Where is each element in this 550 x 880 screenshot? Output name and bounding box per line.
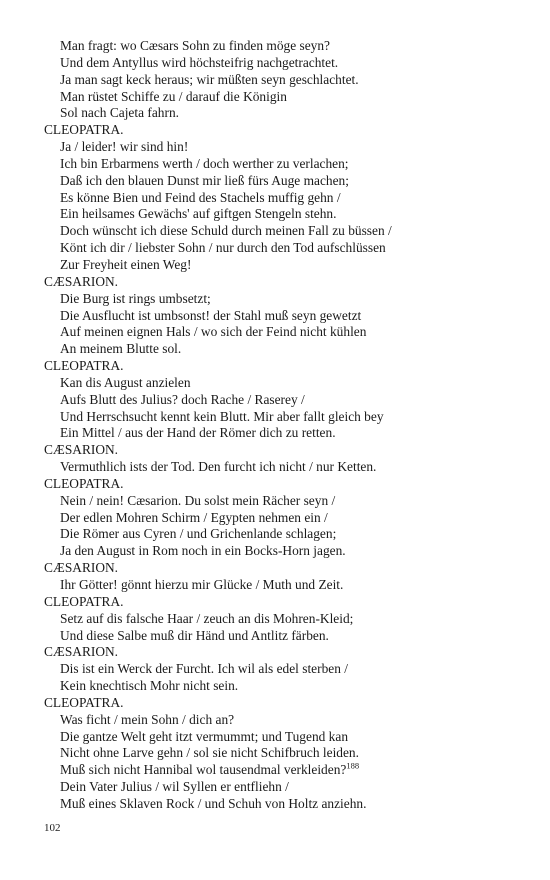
- verse-line: [44, 729, 514, 746]
- verse-line: [44, 105, 514, 122]
- line-text: Ihr Götter! gönnt hierzu mir Glücke / Muth und Zeit.: [60, 577, 344, 592]
- line-text: Die Römer aus Cyren / und Grichenlande schlagen;: [60, 526, 337, 542]
- line-text: Nein / nein! Cæsarion. Du solst mein Rächer seyn /: [60, 492, 336, 508]
- line-text: CÆSARION.: [44, 273, 119, 289]
- line-text: CLEOPATRA.: [44, 122, 124, 138]
- verse-line: [44, 543, 514, 560]
- drama-text: [44, 38, 514, 813]
- line-text: CLEOPATRA.: [44, 475, 124, 491]
- speaker-name: [44, 122, 514, 139]
- line-text: CLEOPATRA.: [44, 694, 124, 710]
- line-text: Was ficht / mein Sohn / dich an?: [60, 711, 235, 727]
- line-text: Auf meinen eignen Hals / wo sich der Feind nicht kühlen: [60, 324, 367, 340]
- verse-line: [44, 375, 514, 392]
- line-text: Ein Mittel / aus der Hand der Römer dich zu retten.: [60, 425, 336, 441]
- line-text: Die gantze Welt geht itzt vermummt; und Tugend kan: [60, 728, 349, 744]
- verse-line: [44, 762, 514, 779]
- speaker-name: [44, 442, 514, 459]
- line-text: Ja den August in Rom noch in ein Bocks-Horn jagen.: [60, 543, 346, 559]
- line-text: Ja man sagt keck heraus; wir müßten seyn geschlachtet.: [60, 71, 359, 87]
- verse-line: [44, 745, 514, 762]
- verse-line: [44, 459, 514, 476]
- line-text: Muß sich nicht Hannibal wol tausendmal verkleiden?: [60, 762, 347, 778]
- verse-line: [44, 661, 514, 678]
- speaker-name: [44, 560, 514, 577]
- verse-line: [44, 409, 514, 426]
- line-text: Daß ich den blauen Dunst mir ließ fürs Auge machen;: [60, 172, 349, 188]
- line-text: Und Herrschsucht kennt kein Blutt. Mir aber fallt gleich bey: [60, 408, 384, 424]
- line-text: Der edlen Mohren Schirm / Egypten nehmen ein /: [60, 509, 328, 525]
- line-text: Nicht ohne Larve gehn / sol sie nicht Schifbruch leiden.: [60, 745, 359, 761]
- verse-line: [44, 38, 514, 55]
- speaker-name: [44, 594, 514, 611]
- verse-line: [44, 190, 514, 207]
- speaker-name: [44, 274, 514, 291]
- verse-line: [44, 425, 514, 442]
- verse-line: [44, 55, 514, 72]
- verse-line: [44, 173, 514, 190]
- line-text: CLEOPATRA.: [44, 593, 124, 609]
- verse-line: [44, 308, 514, 325]
- line-text: CÆSARION.: [44, 560, 119, 576]
- speaker-name: [44, 644, 514, 661]
- line-text: Die Burg ist rings umbsetzt;: [60, 290, 211, 306]
- verse-line: [44, 324, 514, 341]
- line-text: Vermuthlich ists der Tod. Den furcht ich nicht / nur Ketten.: [60, 459, 377, 475]
- line-text: An meinem Blutte sol.: [60, 341, 182, 357]
- verse-line: [44, 206, 514, 223]
- speaker-name: [44, 476, 514, 493]
- verse-line: [44, 628, 514, 645]
- verse-line: [44, 291, 514, 308]
- line-text: Ja / leider! wir sind hin!: [60, 139, 189, 155]
- line-text: Doch wünscht ich diese Schuld durch meinen Fall zu büssen /: [60, 223, 392, 239]
- line-text: Dein Vater Julius / wil Syllen er entfliehn /: [60, 779, 289, 795]
- line-text: Die Ausflucht ist umbsonst! der Stahl muß seyn gewetzt: [60, 307, 362, 323]
- page-number: 102: [44, 822, 61, 834]
- line-text: Muß eines Sklaven Rock / und Schuh von Holtz anziehn.: [60, 795, 367, 811]
- verse-line: [44, 156, 514, 173]
- line-text: Und diese Salbe muß dir Händ und Antlitz färben.: [60, 627, 329, 643]
- line-text: Sol nach Cajeta fahrn.: [60, 105, 179, 121]
- line-text: Kan dis August anzielen: [60, 374, 191, 390]
- verse-line: [44, 341, 514, 358]
- line-text: Es könne Bien und Feind des Stachels muffig gehn /: [60, 189, 341, 205]
- line-text: Und dem Antyllus wird höchsteifrig nachgetrachtet.: [60, 54, 339, 70]
- speaker-name: [44, 695, 514, 712]
- line-text: Zur Freyheit einen Weg!: [60, 256, 192, 272]
- line-text: Setz auf dis falsche Haar / zeuch an dis Mohren-Kleid;: [60, 610, 354, 626]
- verse-line: [44, 240, 514, 257]
- line-text: CLEOPATRA.: [44, 358, 124, 374]
- verse-line: [44, 510, 514, 527]
- line-text: Dis ist ein Werck der Furcht. Ich wil als edel sterben /: [60, 661, 348, 677]
- verse-line: [44, 139, 514, 156]
- footnote-marker[interactable]: 188: [346, 760, 360, 771]
- line-text: CÆSARION.: [44, 442, 119, 458]
- line-text: CÆSARION.: [44, 644, 119, 660]
- verse-line: [44, 223, 514, 240]
- verse-line: [44, 526, 514, 543]
- line-text: Aufs Blutt des Julius? doch Rache / Raserey /: [60, 391, 305, 407]
- line-text: Ich bin Erbarmens werth / doch werther zu verlachen;: [60, 155, 349, 171]
- verse-line: [44, 257, 514, 274]
- verse-line: [44, 493, 514, 510]
- verse-line: [44, 577, 514, 594]
- verse-line: [44, 779, 514, 796]
- line-text: Könt ich dir / liebster Sohn / nur durch den Tod aufschlüssen: [60, 240, 386, 256]
- verse-line: [44, 89, 514, 106]
- verse-line: [44, 72, 514, 89]
- line-text: Man rüstet Schiffe zu / darauf die Königin: [60, 88, 287, 104]
- verse-line: [44, 712, 514, 729]
- line-text: Man fragt: wo Cæsars Sohn zu finden möge seyn?: [60, 38, 330, 53]
- verse-line: [44, 611, 514, 628]
- line-text: Kein knechtisch Mohr nicht sein.: [60, 678, 239, 694]
- verse-line: [44, 392, 514, 409]
- speaker-name: [44, 358, 514, 375]
- line-text: Ein heilsames Gewächs' auf giftgen Stengeln stehn.: [60, 206, 337, 222]
- verse-line: [44, 796, 514, 813]
- verse-line: [44, 678, 514, 695]
